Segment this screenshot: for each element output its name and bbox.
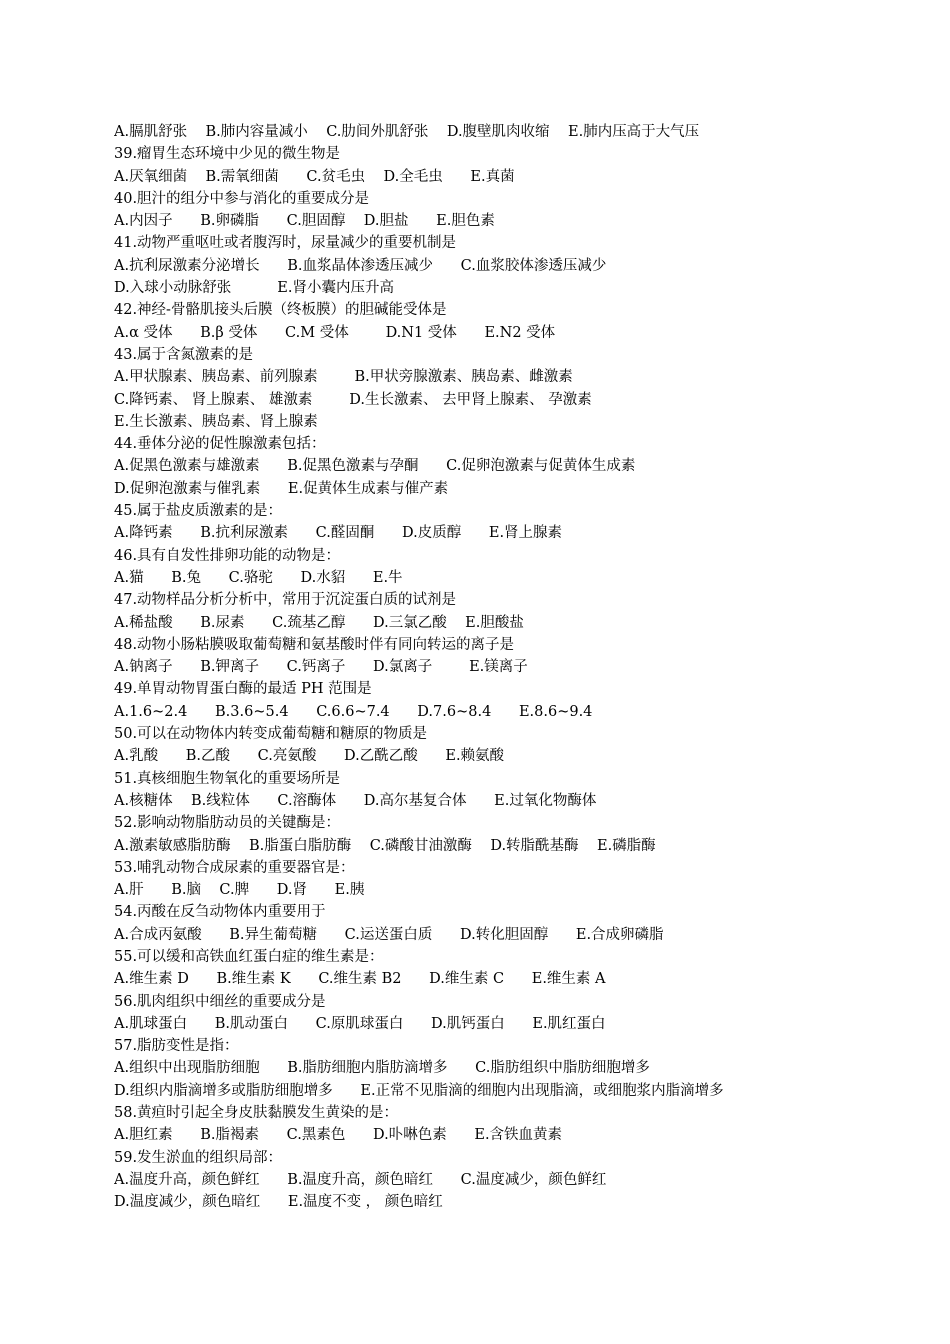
- answer-options-57-b: D.组织内脂滴增多或脂肪细胞增多 E.正常不见脂滴的细胞内出现脂滴，或细胞浆内脂滴增多: [114, 1082, 724, 1099]
- question-43: 43.属于含氮激素的是: [114, 346, 254, 363]
- answer-options-57-a: A.组织中出现脂肪细胞 B.脂肪细胞内脂肪滴增多 C.脂肪组织中脂肪细胞增多: [114, 1060, 650, 1077]
- question-58: 58.黄疸时引起全身皮肤黏膜发生黄染的是：: [114, 1105, 399, 1122]
- answer-options-54: A.合成丙氨酸 B.异生葡萄糖 C.运送蛋白质 D.转化胆固醇 E.合成卵磷脂: [114, 926, 664, 943]
- question-55: 55.可以缓和高铁血红蛋白症的维生素是：: [114, 948, 384, 965]
- answer-options-56: A.肌球蛋白 B.肌动蛋白 C.原肌球蛋白 D.肌钙蛋白 E.肌红蛋白: [114, 1015, 606, 1032]
- question-48: 48.动物小肠粘膜吸取葡萄糖和氨基酸时伴有同向转运的离子是: [114, 636, 515, 653]
- answer-options-43-b: C.降钙素、 肾上腺素、 雄激素 D.生长激素、 去甲肾上腺素、 孕激素: [114, 391, 592, 408]
- answer-options-58: A.胆红素 B.脂褐素 C.黑素色 D.卟啉色素 E.含铁血黄素: [114, 1127, 563, 1144]
- answer-options-44-a: A.促黑色激素与雄激素 B.促黑色激素与孕酮 C.促卵泡激素与促黄体生成素: [114, 458, 636, 475]
- question-52: 52.影响动物脂肪动员的关键酶是：: [114, 815, 341, 832]
- answer-options-41-a: A.抗利尿激素分泌增长 B.血浆晶体渗透压减少 C.血浆胶体渗透压减少: [114, 257, 607, 274]
- question-56: 56.肌肉组织中细丝的重要成分是: [114, 993, 326, 1010]
- question-40: 40.胆汁的组分中参与消化的重要成分是: [114, 190, 370, 207]
- answer-options-38: A.膈肌舒张 B.肺内容量减小 C.肋间外肌舒张 D.腹壁肌肉收缩 E.肺内压高于大气压: [114, 124, 700, 140]
- answer-options-52: A.激素敏感脂肪酶 B.脂蛋白脂肪酶 C.磷酸甘油激酶 D.转脂酰基酶 E.磷脂酶: [114, 837, 656, 854]
- answer-options-47: A.稀盐酸 B.尿素 C.巯基乙醇 D.三氯乙酸 E.胆酸盐: [114, 614, 524, 631]
- answer-options-59-b: D.温度减少，颜色暗红 E.温度不变 ， 颜色暗红: [114, 1194, 443, 1211]
- question-44: 44.垂体分泌的促性腺激素包括：: [114, 436, 326, 453]
- question-45: 45.属于盐皮质激素的是：: [114, 503, 283, 520]
- question-53: 53.哺乳动物合成尿素的重要器官是：: [114, 859, 355, 876]
- question-41: 41.动物严重呕吐或者腹泻时，尿量减少的重要机制是: [114, 235, 457, 252]
- question-50: 50.可以在动物体内转变成葡萄糖和糖原的物质是: [114, 726, 428, 743]
- answer-options-48: A.钠离子 B.钾离子 C.钙离子 D.氯离子 E.镁离子: [114, 659, 528, 676]
- answer-options-53: A.肝 B.脑 C.脾 D.肾 E.胰: [114, 882, 365, 899]
- answer-options-43-c: E.生长激素、胰岛素、肾上腺素: [114, 413, 318, 430]
- question-51: 51.真核细胞生物氧化的重要场所是: [114, 770, 341, 787]
- question-47: 47.动物样品分析分析中，常用于沉淀蛋白质的试剂是: [114, 592, 457, 609]
- answer-options-46: A.猫 B.兔 C.骆驼 D.水貂 E.牛: [114, 569, 403, 586]
- answer-options-39: A.厌氧细菌 B.需氧细菌 C.贫毛虫 D.全毛虫 E.真菌: [114, 168, 515, 185]
- question-49: 49.单胃动物胃蛋白酶的最适 PH 范围是: [114, 681, 372, 698]
- answer-options-40: A.内因子 B.卵磷脂 C.胆固醇 D.胆盐 E.胆色素: [114, 213, 495, 230]
- answer-options-49: A.1.6~2.4 B.3.6~5.4 C.6.6~7.4 D.7.6~8.4 E.8.6~9.4: [114, 703, 593, 720]
- question-54: 54.丙酸在反刍动物体内重要用于: [114, 904, 326, 921]
- document-page: [114, 121, 914, 1214]
- answer-options-44-b: D.促卵泡激素与催乳素 E.促黄体生成素与催产素: [114, 480, 449, 497]
- answer-options-59-a: A.温度升高，颜色鲜红 B.温度升高，颜色暗红 C.温度减少，颜色鲜红: [114, 1171, 607, 1188]
- question-59: 59.发生淤血的组织局部：: [114, 1149, 283, 1166]
- answer-options-55: A.维生素 D B.维生素 K C.维生素 B2 D.维生素 C E.维生素 A: [114, 971, 606, 988]
- answer-options-51: A.核糖体 B.线粒体 C.溶酶体 D.高尔基复合体 E.过氧化物酶体: [114, 792, 597, 809]
- answer-options-50: A.乳酸 B.乙酸 C.亮氨酸 D.乙酰乙酸 E.赖氨酸: [114, 748, 505, 765]
- question-57: 57.脂肪变性是指：: [114, 1038, 239, 1055]
- answer-options-45: A.降钙素 B.抗利尿激素 C.醛固酮 D.皮质醇 E.肾上腺素: [114, 525, 563, 542]
- question-39: 39.瘤胃生态环境中少见的微生物是: [114, 146, 341, 163]
- question-42: 42.神经-骨骼肌接头后膜（终板膜）的胆碱能受体是: [114, 302, 447, 319]
- answer-options-43-a: A.甲状腺素、胰岛素、前列腺素 B.甲状旁腺激素、胰岛素、雌激素: [114, 369, 573, 386]
- question-46: 46.具有自发性排卵功能的动物是：: [114, 547, 341, 564]
- answer-options-41-b: D.入球小动脉舒张 E.肾小囊内压升高: [114, 280, 395, 297]
- answer-options-42: A.α 受体 B.β 受体 C.M 受体 D.N1 受体 E.N2 受体: [114, 324, 556, 341]
